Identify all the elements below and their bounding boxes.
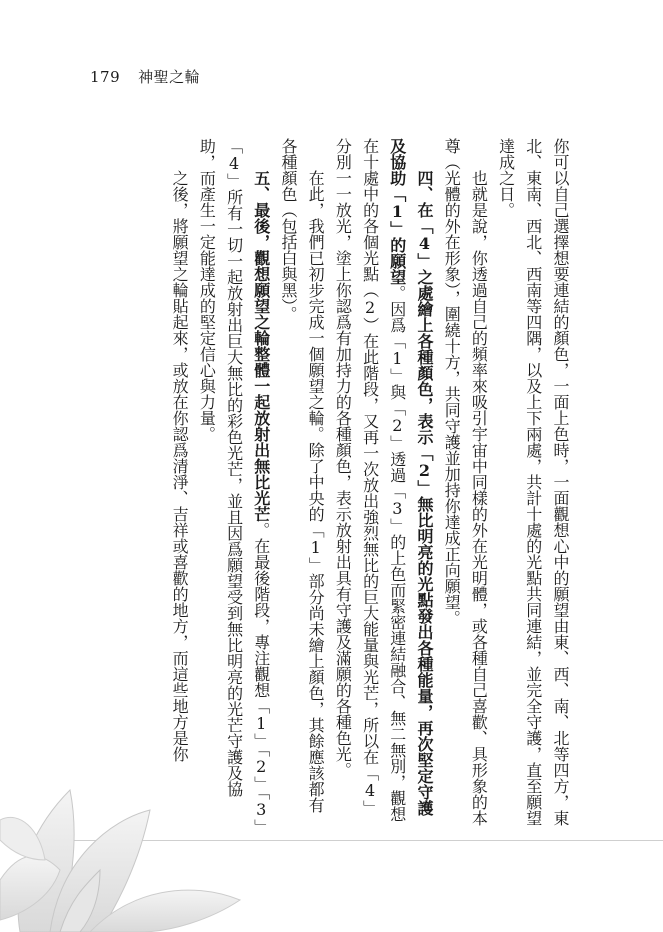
paragraph-5-text: 。在最後階段，專注觀想「1」「2」「3」「4」所有一切一起放射出巨大無比的彩色光芒，並且因爲願望受到無比明亮的光芒守護及協助，而產生一定能達成的堅定信心與力量。 [197,138,271,827]
paragraph-2 [438,138,492,828]
paragraph-1-text: 你可以自己選擇想要連結的顏色，一面上色時，一面觀想心中的願望由東、西、南、北等四方，東北、東南、西北、西南等四隅，以及上下兩處，共計十處的光點共同連結，並完全守護，直至願望達成之日。 [496,138,570,826]
page-header [90,66,200,87]
paragraph-4 [275,138,329,828]
step-four-heading: 四、在「4」之處繪上各種顏色，表示「2」無比明亮的光點發出各種能量，再次堅定守護及協助「1」的願望 [387,138,434,816]
paragraph-6-text: 之後，將願望之輪貼起來，或放在你認爲清淨、吉祥或喜歡的地方，而這些地方是你 [170,170,190,762]
lotus-decoration-icon [0,700,260,932]
paragraph-4-text: 在此，我們已初步完成一個願望之輪。除了中央的「1」部分尚未繪上顏色，其餘應該都有各種顏色（包括白與黑）。 [278,138,326,813]
step-five-heading: 五、最後，觀想願望之輪整體一起放射出無比光芒 [251,170,271,522]
paragraph-1 [492,138,574,828]
paragraph-3 [329,138,438,828]
paragraph-3-text: 。因爲「1」與「2」透過「3」的上色而緊密連結融合、無二無別，觀想在十處中的各個光點（2）在此階段，又再一次放出強烈無比的巨大能量與光芒，所以在「4」分別一一放光，塗上你認爲有加持力的各種顏色，表示放射出具有守護及滿願的各種色光。 [333,138,407,822]
page-number: 179 [90,68,121,86]
paragraph-2-text: 也就是說，你透過自己的頻率來吸引宇宙中同樣的外在光明體，或各種自己喜歡、具形象的本尊（光體的外在形象），圍繞十方，共同守護並加持你達成正向願望。 [442,138,489,826]
running-title: 神聖之輪 [138,68,201,86]
